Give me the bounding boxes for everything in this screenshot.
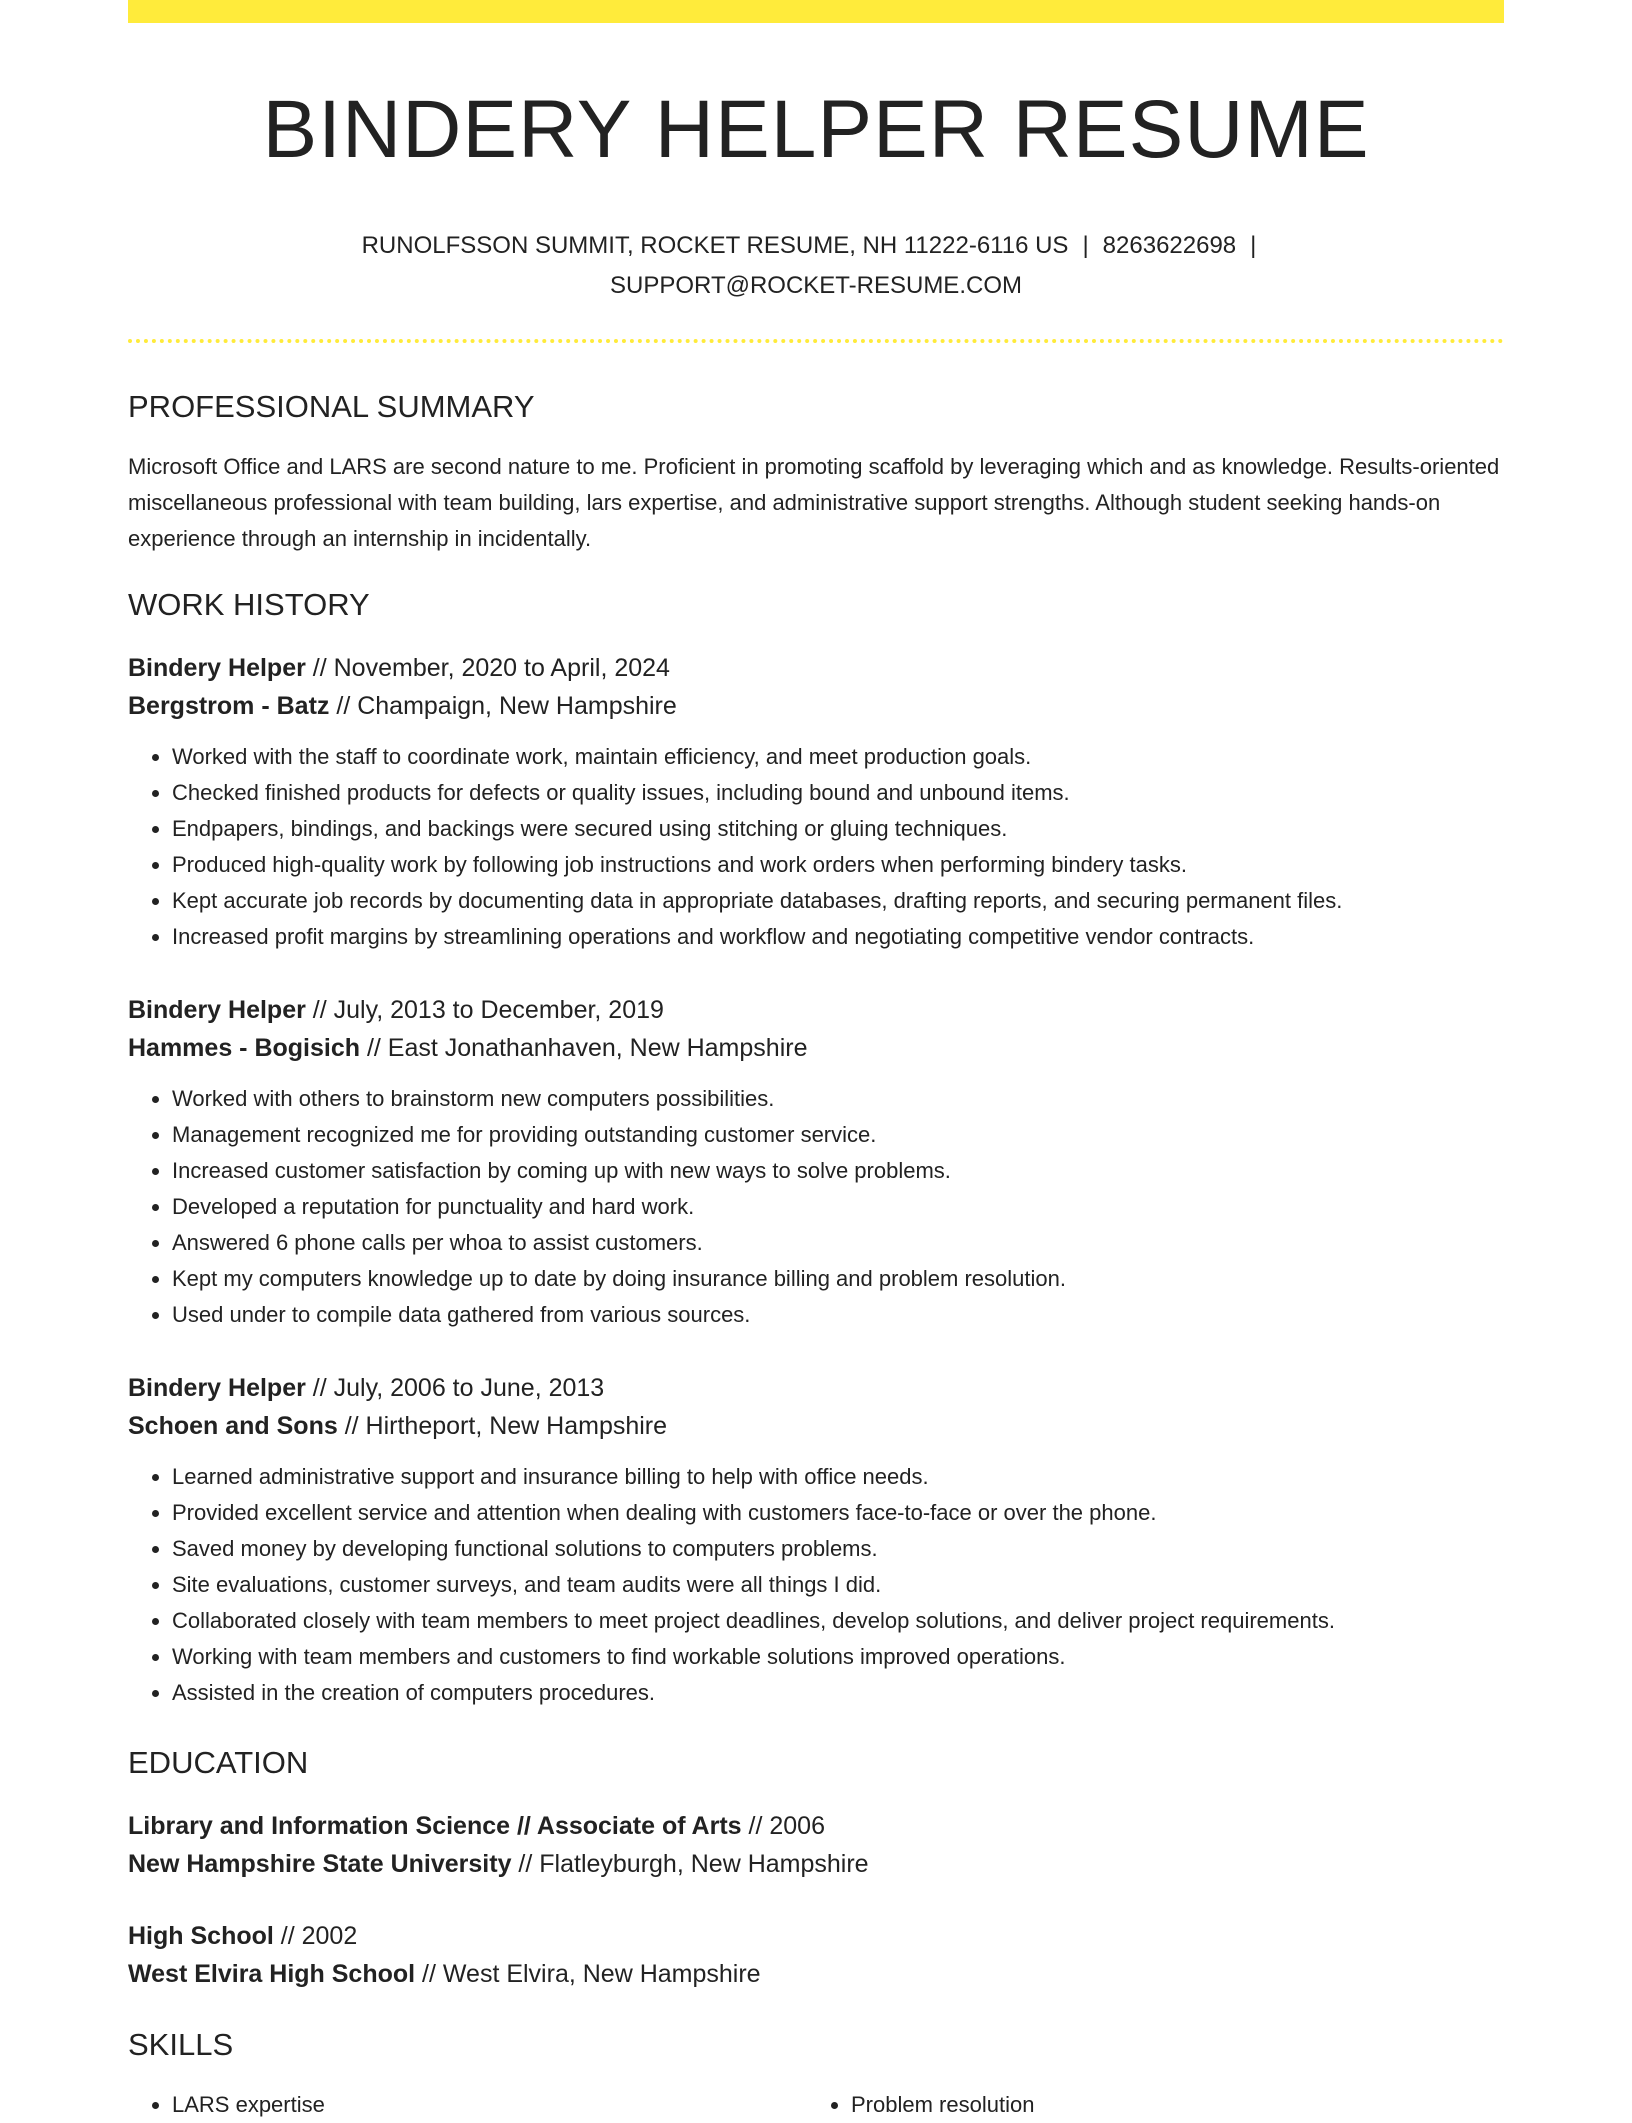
job-title: Bindery Helper bbox=[128, 1374, 306, 1402]
job-bullet: • Worked with others to brainstorm new computers possibilities. bbox=[172, 1081, 1504, 1117]
job-bullet: • Site evaluations, customer surveys, and team audits were all things I did. bbox=[172, 1567, 1504, 1603]
skills-column-right bbox=[807, 2087, 1486, 2123]
summary-text: Microsoft Office and LARS are second nature to me. Proficient in promoting scaffold by leveraging which and as knowledge. Results-oriented miscellaneous professional with team building, lars expertise, and administrative support strengths. Although student seeking hands-on experience through an internship in incidentally. bbox=[128, 454, 1500, 551]
contact-phone: 8263622698 bbox=[1102, 232, 1237, 259]
education-school: New Hampshire State University bbox=[128, 1850, 512, 1878]
job-location: // Hirtheport, New Hampshire bbox=[337, 1412, 668, 1440]
job-bullet: • Increased profit margins by streamlining operations and workflow and negotiating competitive vendor contracts. bbox=[172, 919, 1504, 955]
resume-title: BINDERY HELPER RESUME bbox=[262, 84, 1370, 175]
job-bullets bbox=[128, 1459, 1504, 1711]
job-bullet: • Endpapers, bindings, and backings were secured using stitching or gluing techniques. bbox=[172, 811, 1504, 847]
job-title: Bindery Helper bbox=[128, 654, 306, 682]
job-company: Schoen and Sons bbox=[128, 1412, 338, 1440]
job-title: Bindery Helper bbox=[128, 996, 306, 1024]
job-company: Hammes - Bogisich bbox=[128, 1034, 361, 1062]
job-company: Bergstrom - Batz bbox=[128, 692, 330, 720]
job-entry bbox=[128, 991, 1504, 1333]
education-school: West Elvira High School bbox=[128, 1960, 416, 1988]
job-bullet: • Developed a reputation for punctuality and hard work. bbox=[172, 1189, 1504, 1225]
education-school-line bbox=[128, 1955, 1504, 1993]
work-history-heading: WORK HISTORY bbox=[128, 587, 370, 622]
job-bullet: • Learned administrative support and insurance billing to help with office needs. bbox=[172, 1459, 1504, 1495]
education-degree: High School bbox=[128, 1922, 274, 1950]
education-degree-line bbox=[128, 1807, 1504, 1845]
job-bullet: • Management recognized me for providing outstanding customer service. bbox=[172, 1117, 1504, 1153]
skills-list bbox=[128, 2087, 1504, 2123]
education-degree-line bbox=[128, 1917, 1504, 1955]
job-company-line bbox=[128, 1029, 1504, 1067]
job-title-line bbox=[128, 1369, 1504, 1407]
job-bullet: • Working with team members and customers to find workable solutions improved operations. bbox=[172, 1639, 1504, 1675]
job-location: // Champaign, New Hampshire bbox=[329, 692, 677, 720]
education-location: // Flatleyburgh, New Hampshire bbox=[511, 1850, 869, 1878]
education-location: // West Elvira, New Hampshire bbox=[415, 1960, 761, 1988]
job-bullet: • Kept accurate job records by documenting data in appropriate databases, drafting reports, and securing permanent files. bbox=[172, 883, 1504, 919]
education-year: // 2002 bbox=[273, 1922, 358, 1950]
job-location: // East Jonathanhaven, New Hampshire bbox=[360, 1034, 808, 1062]
job-company-line bbox=[128, 687, 1504, 725]
job-entry bbox=[128, 1369, 1504, 1711]
job-bullet: • Provided excellent service and attention when dealing with customers face-to-face or over the phone. bbox=[172, 1495, 1504, 1531]
job-bullet: • Checked finished products for defects or quality issues, including bound and unbound items. bbox=[172, 775, 1504, 811]
job-bullets bbox=[128, 739, 1504, 955]
job-bullet: • Answered 6 phone calls per whoa to assist customers. bbox=[172, 1225, 1504, 1261]
job-bullet: • Increased customer satisfaction by coming up with new ways to solve problems. bbox=[172, 1153, 1504, 1189]
job-dates: // July, 2006 to June, 2013 bbox=[305, 1374, 605, 1402]
job-bullet: • Used under to compile data gathered from various sources. bbox=[172, 1297, 1504, 1333]
education-school-line bbox=[128, 1845, 1504, 1883]
job-company-line bbox=[128, 1407, 1504, 1445]
resume-content bbox=[128, 0, 1504, 2123]
job-bullet: • Collaborated closely with team members to meet project deadlines, develop solutions, and deliver project requirements. bbox=[172, 1603, 1504, 1639]
job-dates: // July, 2013 to December, 2019 bbox=[305, 996, 664, 1024]
contact-email: SUPPORT@ROCKET-RESUME.COM bbox=[610, 272, 1022, 299]
education-heading: EDUCATION bbox=[128, 1745, 309, 1780]
job-title-line bbox=[128, 649, 1504, 687]
skill-item: • Problem resolution bbox=[851, 2087, 1486, 2123]
job-bullets bbox=[128, 1081, 1504, 1333]
job-title-line bbox=[128, 991, 1504, 1029]
contact-separator: | bbox=[1250, 232, 1257, 259]
contact-info bbox=[128, 226, 1504, 306]
contact-address: RUNOLFSSON SUMMIT, ROCKET RESUME, NH 11222-6116 US bbox=[361, 232, 1069, 259]
dotted-divider bbox=[128, 339, 1504, 343]
education-entry bbox=[128, 1807, 1504, 1883]
skills-column-left bbox=[128, 2087, 807, 2123]
job-dates: // November, 2020 to April, 2024 bbox=[305, 654, 670, 682]
job-bullet: • Produced high-quality work by following job instructions and work orders when performing bindery tasks. bbox=[172, 847, 1504, 883]
job-bullet: • Saved money by developing functional solutions to computers problems. bbox=[172, 1531, 1504, 1567]
education-entry bbox=[128, 1917, 1504, 1993]
job-bullet: • Worked with the staff to coordinate work, maintain efficiency, and meet production goals. bbox=[172, 739, 1504, 775]
job-bullet: • Kept my computers knowledge up to date by doing insurance billing and problem resolution. bbox=[172, 1261, 1504, 1297]
job-entry bbox=[128, 649, 1504, 955]
education-degree: Library and Information Science // Associate of Arts bbox=[128, 1812, 742, 1840]
contact-separator: | bbox=[1082, 232, 1089, 259]
skill-item: • LARS expertise bbox=[172, 2087, 807, 2123]
education-year: // 2006 bbox=[741, 1812, 825, 1840]
summary-heading: PROFESSIONAL SUMMARY bbox=[128, 389, 535, 424]
skills-heading: SKILLS bbox=[128, 2027, 234, 2062]
job-bullet: • Assisted in the creation of computers procedures. bbox=[172, 1675, 1504, 1711]
